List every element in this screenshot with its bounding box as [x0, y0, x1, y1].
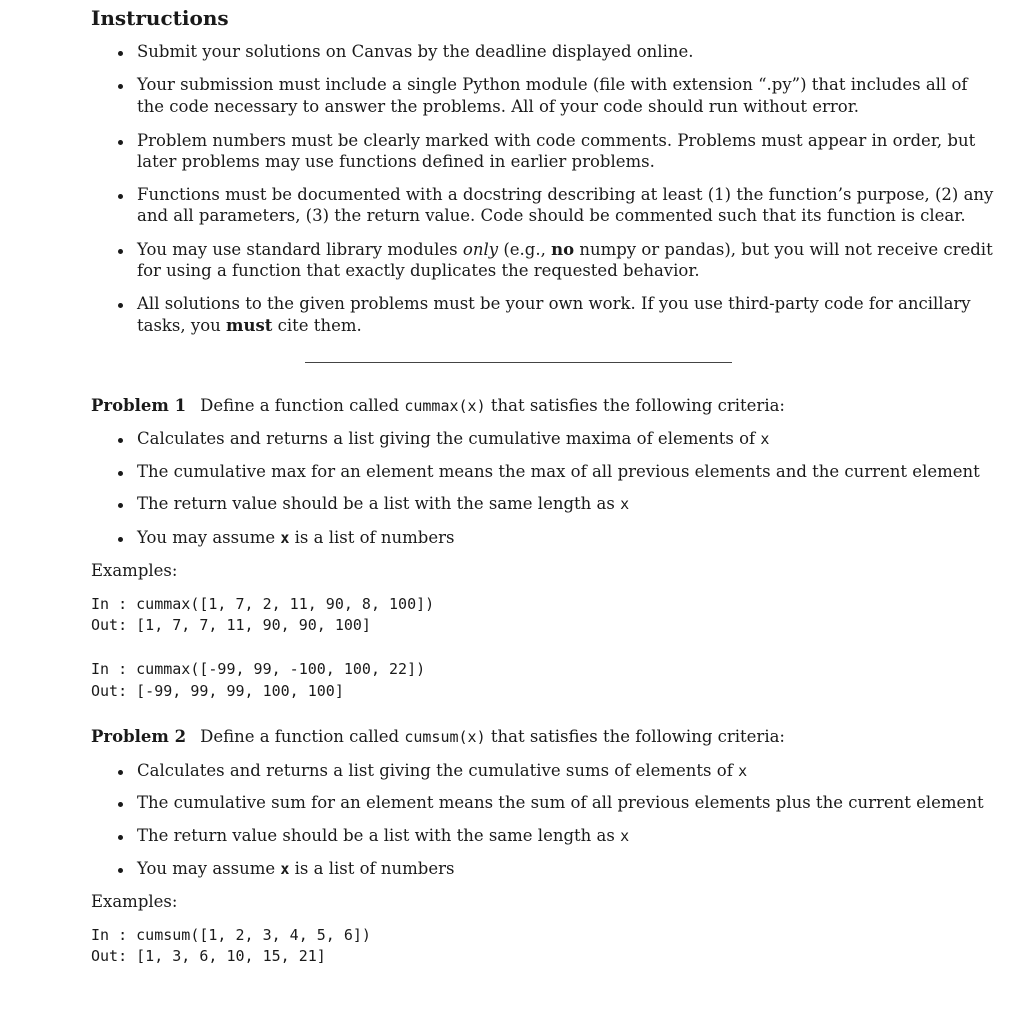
bullet-icon: [118, 249, 123, 254]
text-segment: Define a function called: [200, 727, 405, 746]
text-segment: Define a function called: [200, 396, 405, 415]
code-var: x: [280, 529, 290, 547]
instruction-item-6-line-1: All solutions to the given problems must be your own work. If you use third-party code for ancillary: [137, 294, 971, 313]
text-segment: numpy or pandas), but you will not receive credit: [574, 240, 993, 259]
code-var: x: [620, 827, 630, 845]
problem-1-criterion-3: [137, 494, 629, 513]
problem-1-criterion-2: The cumulative max for an element means the max of all previous elements and the current element: [137, 462, 980, 481]
in-label: In :: [91, 595, 128, 613]
in-label: In :: [91, 926, 128, 944]
bullet-icon: [118, 835, 123, 840]
out-code: [1, 7, 7, 11, 90, 90, 100]: [136, 616, 371, 634]
bold-text: must: [226, 316, 273, 335]
instruction-item-4-line-2: and all parameters, (3) the return value. Code should be commented such that its function is clear.: [137, 206, 966, 225]
problem-2-heading: [91, 727, 785, 746]
bullet-icon: [118, 802, 123, 807]
problem-1-heading: [91, 396, 785, 415]
instruction-item-5-line-2: for using a function that exactly duplicates the requested behavior.: [137, 261, 700, 280]
out-code: [1, 3, 6, 10, 15, 21]: [136, 947, 326, 965]
out-label: Out:: [91, 682, 128, 700]
text-segment: is a list of numbers: [289, 859, 455, 878]
text-segment: The return value should be a list with the same length as: [137, 826, 621, 845]
in-label: In :: [91, 660, 128, 678]
bullet-icon: [118, 868, 123, 873]
in-code: cummax([1, 7, 2, 11, 90, 8, 100]): [136, 595, 435, 613]
example-output-line: [91, 616, 371, 634]
instruction-item-2-line-2: the code necessary to answer the problems. All of your code should run without error.: [137, 97, 860, 116]
text-segment: You may use standard library modules: [137, 240, 463, 259]
code-var: x: [760, 430, 770, 448]
example-input-line: [91, 926, 371, 944]
function-name: cummax(x): [404, 397, 486, 415]
instruction-item-2-line-1: Your submission must include a single Python module (file with extension “.py”) that includes all of: [137, 75, 968, 94]
example-output-line: [91, 682, 344, 700]
problem-1-examples-label: Examples:: [91, 561, 178, 580]
problem-2-criterion-3: [137, 826, 629, 845]
instruction-item-5-line-1: [137, 240, 993, 259]
text-segment: is a list of numbers: [289, 528, 455, 547]
text-segment: that satisfies the following criteria:: [485, 727, 785, 746]
problem-1-criterion-4: [137, 528, 455, 547]
problem-2-examples-label: Examples:: [91, 892, 178, 911]
example-input-line: [91, 660, 425, 678]
function-name: cumsum(x): [404, 728, 486, 746]
problem-2-label: Problem 2: [91, 727, 187, 746]
code-var: x: [738, 762, 748, 780]
problem-2-criterion-2: The cumulative sum for an element means the sum of all previous elements plus the current element: [137, 793, 984, 812]
instruction-item-6-line-2: [137, 316, 362, 335]
bullet-icon: [118, 537, 123, 542]
problem-1-criterion-1: [137, 429, 769, 448]
text-segment: that satisfies the following criteria:: [485, 396, 785, 415]
bullet-icon: [118, 438, 123, 443]
problem-1-label: Problem 1: [91, 396, 187, 415]
bullet-icon: [118, 51, 123, 56]
text-segment: You may assume: [137, 859, 281, 878]
emphasis-text: only: [462, 240, 499, 259]
code-var: x: [620, 495, 630, 513]
in-code: cummax([-99, 99, -100, 100, 22]): [136, 660, 426, 678]
instruction-item-3-line-1: Problem numbers must be clearly marked with code comments. Problems must appear in order, but: [137, 131, 976, 150]
code-var: x: [280, 860, 290, 878]
out-label: Out:: [91, 947, 128, 965]
problem-2-criterion-4: [137, 859, 455, 878]
bullet-icon: [118, 84, 123, 89]
instruction-item-4-line-1: Functions must be documented with a docstring describing at least (1) the function’s purpose, (2) any: [137, 185, 994, 204]
bullet-icon: [118, 503, 123, 508]
text-segment: tasks, you: [137, 316, 227, 335]
bullet-icon: [118, 303, 123, 308]
example-output-line: [91, 947, 326, 965]
text-segment: The return value should be a list with the same length as: [137, 494, 621, 513]
in-code: cumsum([1, 2, 3, 4, 5, 6]): [136, 926, 371, 944]
section-divider: [305, 362, 732, 363]
instruction-item-3-line-2: later problems may use functions defined in earlier problems.: [137, 152, 655, 171]
instruction-item-1: Submit your solutions on Canvas by the deadline displayed online.: [137, 42, 694, 61]
out-code: [-99, 99, 99, 100, 100]: [136, 682, 344, 700]
bullet-icon: [118, 194, 123, 199]
bullet-icon: [118, 770, 123, 775]
text-segment: You may assume: [137, 528, 281, 547]
out-label: Out:: [91, 616, 128, 634]
problem-2-criterion-1: [137, 761, 747, 780]
text-segment: cite them.: [272, 316, 362, 335]
text-segment: Calculates and returns a list giving the cumulative sums of elements of: [137, 761, 739, 780]
bullet-icon: [118, 471, 123, 476]
bullet-icon: [118, 140, 123, 145]
text-segment: Calculates and returns a list giving the cumulative maxima of elements of: [137, 429, 761, 448]
bold-text: no: [551, 240, 575, 259]
instructions-heading: Instructions: [91, 6, 229, 30]
text-segment: (e.g.,: [498, 240, 552, 259]
example-input-line: [91, 595, 434, 613]
